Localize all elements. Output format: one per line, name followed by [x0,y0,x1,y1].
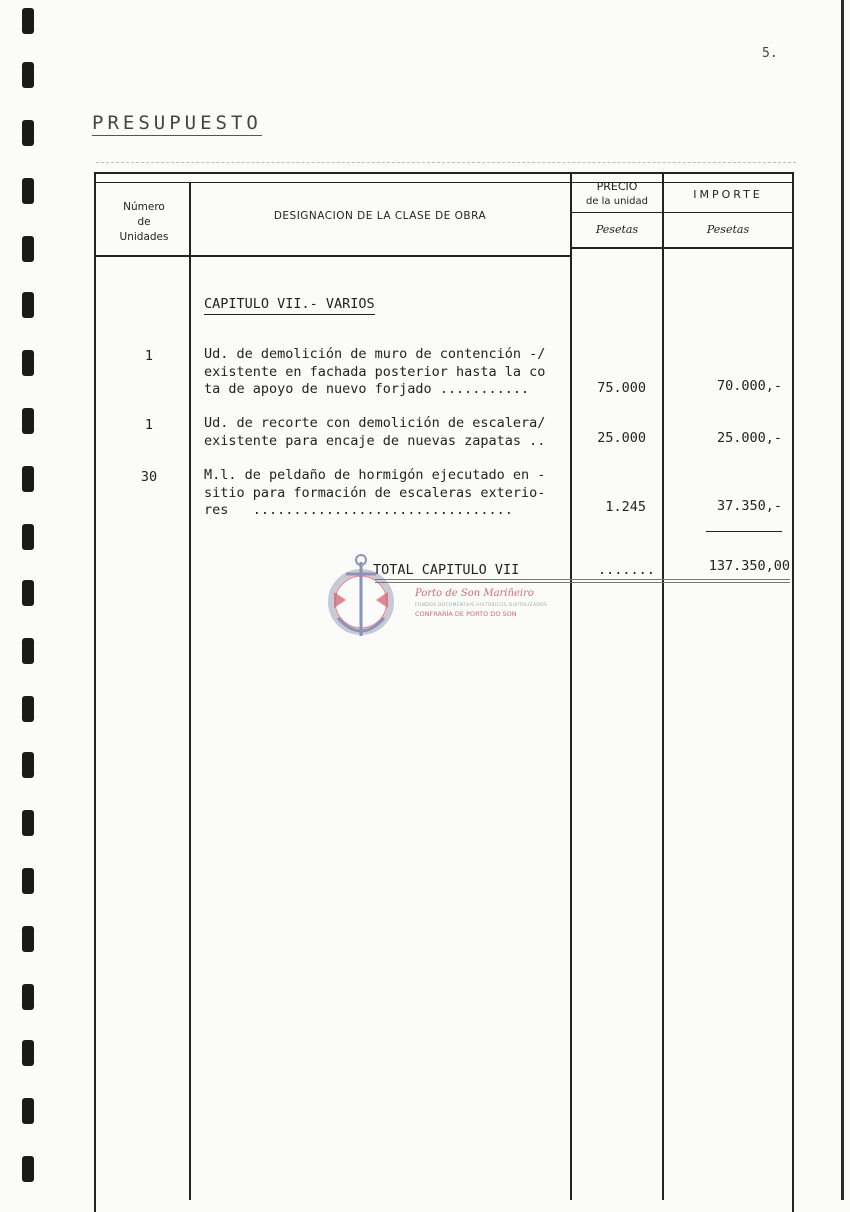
total-double-rule-bottom [375,582,790,583]
item-price: 75.000 [597,380,646,396]
price-header-line1: PRECIO [596,180,638,193]
total-amount: 137.350,00 [708,558,790,574]
units-header [100,200,188,245]
col-divider-4 [792,174,794,1200]
amount-currency: Pesetas [706,223,750,236]
chapter-title: CAPITULO VII.- VARIOS [204,296,375,315]
col-divider-2 [570,174,572,1200]
header-top-rule [96,182,792,183]
header-bottom-rule [96,255,570,257]
budget-table [94,172,794,1212]
item-qty: 1 [144,417,154,433]
units-header-line3: Unidades [119,231,169,243]
stamp-brand: Porto de Son Mariñeiro [415,588,534,599]
stamp-subtitle: FONDOS DOCUMENTAIS HISTÓRICOS DIXITALIZADOS [415,603,548,608]
header-bottom-rule-right [570,247,792,249]
price-header-line2: de la unidad [585,196,649,207]
designation-header: DESIGNACION DE LA CLASE DE OBRA [273,210,487,222]
page-title: PRESUPUESTO [92,112,262,134]
item-price: 1.245 [605,499,646,515]
total-label: TOTAL CAPITULO VII [373,562,520,578]
total-double-rule-top [375,579,790,580]
page-number: 5. [762,46,778,61]
item-description: M.l. de peldaño de hormigón ejecutado en - sitio para formación de escaleras exterio- res ................................ [204,467,546,518]
item-qty: 1 [144,348,154,364]
price-header [572,179,662,209]
col-divider-1 [189,182,191,1200]
stamp-org: CONFRARÍA DE PORTO DO SON [415,610,517,618]
item-amount: 37.350,- [716,498,782,514]
header-mid-rule [570,212,792,213]
col-divider-3 [662,174,664,1200]
total-dots: ....... [598,562,655,578]
binding-holes [0,0,40,1200]
item-amount: 25.000,- [716,430,782,446]
sum-rule [706,531,782,532]
page-edge [841,0,844,1200]
units-header-line2: de [137,216,151,228]
item-amount: 70.000,- [716,378,782,394]
item-qty: 30 [140,469,158,485]
item-description: Ud. de recorte con demolición de escalera/ existente para encaje de nuevas zapatas .. [204,415,546,449]
item-price: 25.000 [597,430,646,446]
divider [96,162,796,163]
item-description: Ud. de demolición de muro de contención -/ existente en fachada posterior hasta la co ta de apoyo de nuevo forjado ........... [204,346,546,397]
price-currency: Pesetas [595,223,639,236]
units-header-line1: Número [123,201,165,213]
amount-header: IMPORTE [693,188,763,201]
